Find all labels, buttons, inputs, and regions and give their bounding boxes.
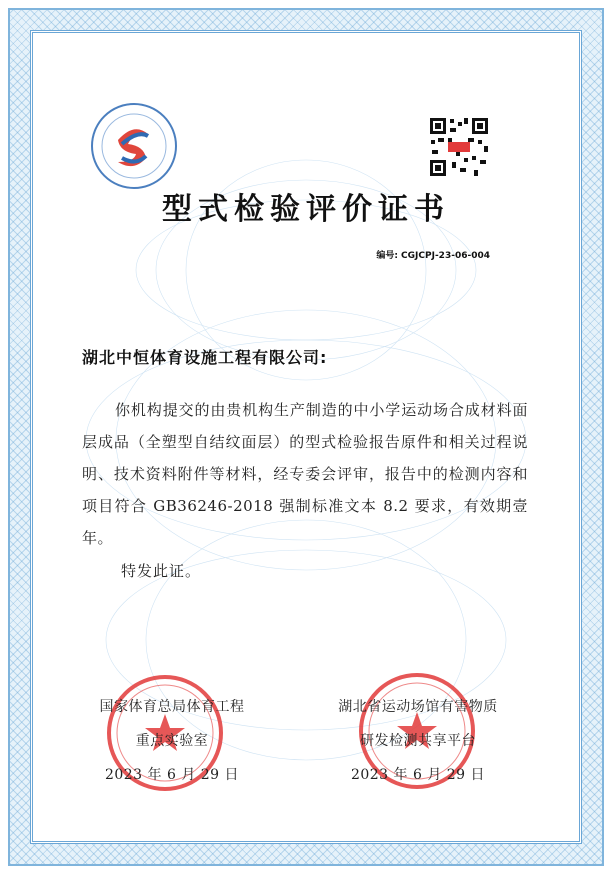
- issuer-right-name: 湖北省运动场馆有害物质: [338, 699, 498, 715]
- issuer-right-subname: 研发检测共享平台: [360, 733, 476, 749]
- recipient-name: 湖北中恒体育设施工程有限公司:: [82, 348, 328, 367]
- issuer-left: [78, 690, 266, 792]
- closing-statement: 特发此证。: [121, 562, 202, 580]
- issuer-left-subname: 重点实验室: [135, 733, 209, 749]
- issuer-left-name: 国家体育总局体育工程: [99, 699, 245, 715]
- issuer-right: [318, 690, 518, 792]
- organization-logo-icon: [88, 100, 180, 192]
- qr-code-icon: [428, 116, 490, 178]
- certificate-title: 型式检验评价证书: [162, 192, 450, 227]
- issuer-left-date: 2023 年 6 月 29 日: [104, 767, 240, 783]
- certificate-number: 编号: CGJCPJ-23-06-004: [376, 251, 490, 261]
- issuer-right-date: 2023 年 6 月 29 日: [350, 767, 486, 783]
- certificate-body: 你机构提交的由贵机构生产制造的中小学运动场合成材料面层成品（全塑型自结纹面层）的型式检验报告原件和相关过程说明、技术资料附件等材料，经专委会评审，报告中的检测内容和项目符合 GB36246-2018 强制标准文本 8.2 要求，有效期壹年。: [82, 401, 528, 547]
